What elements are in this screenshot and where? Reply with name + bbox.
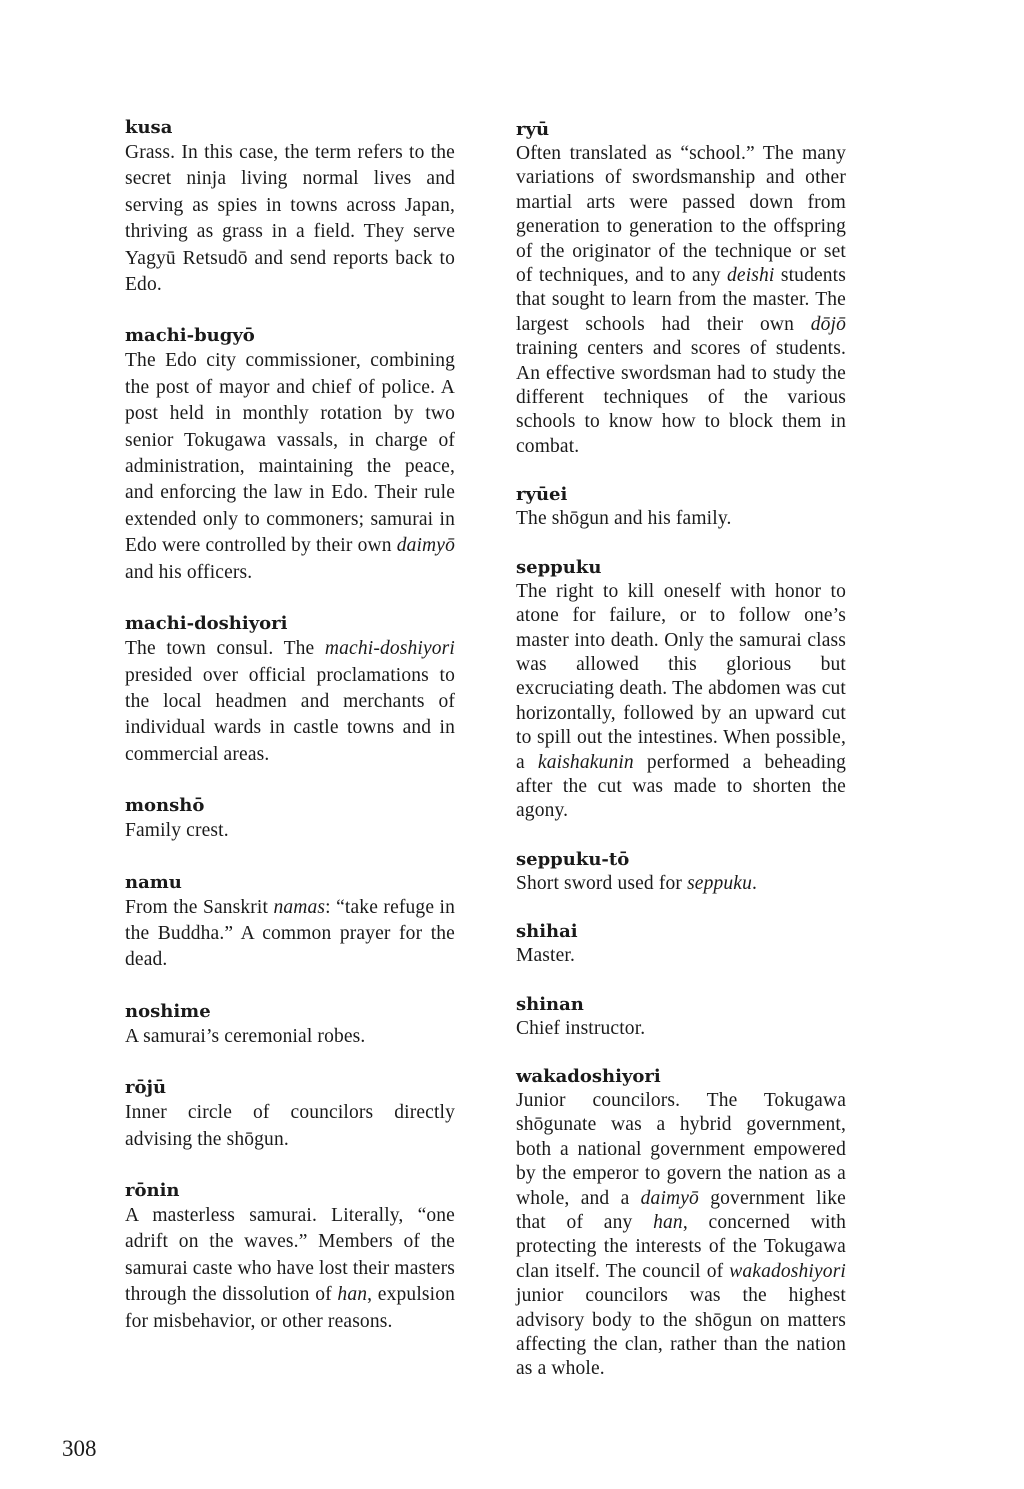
glossary-definition [516, 872, 846, 896]
glossary-column-right [516, 118, 846, 1406]
glossary-term: kusa [125, 117, 173, 138]
definition-text: The town consul. The [125, 638, 325, 660]
glossary-column-left [125, 116, 455, 1361]
italic-term: seppuku [687, 872, 753, 894]
glossary-entry [125, 1000, 455, 1050]
glossary-entry [125, 116, 455, 298]
glossary-definition [125, 1203, 455, 1335]
definition-text: Often translated as “school.” The many variations of swordsmanship and other martial arts were passed down from generation to generation to the offspring of the originator of the technique or set of techniques, and to any [516, 143, 846, 287]
definition-text: The shōgun and his family. [516, 508, 732, 530]
glossary-entry [516, 556, 846, 824]
glossary-term: seppuku-tō [516, 848, 630, 870]
definition-text: From the Sanskrit [125, 896, 274, 918]
glossary-entry [516, 483, 846, 531]
glossary-entry [125, 1076, 455, 1153]
glossary-term: wakadoshiyori [516, 1065, 661, 1087]
definition-text: Grass. In this case, the term refers to the secret ninja living normal lives and serving as spies in towns across Japan, thriving as grass in a field. They serve Yagyū Retsudō and send reports back to Edo. [125, 142, 455, 296]
definition-text: government like that of any [516, 1187, 846, 1233]
italic-term: machi-doshiyori [324, 638, 455, 660]
glossary-definition [516, 1089, 846, 1382]
definition-text: students that sought to learn from the master. The largest schools had their own [516, 265, 846, 335]
glossary-entry [516, 1065, 846, 1382]
definition-text: The Edo city commissioner, combining the post of mayor and chief of police. A post held in monthly rotation by two senior Tokugawa vassals, in charge of administration, maintaining the peace, and enforcing the law in Edo. Their rule extended only to commoners; samurai in Edo were controlled by their own [125, 350, 455, 557]
definition-text: training centers and scores of students. An effective swordsman had to study the different techniques of the various schools to know how to block them in combat. [516, 338, 846, 457]
definition-text: Family crest. [125, 820, 229, 842]
glossary-definition [516, 580, 846, 824]
glossary-entry [516, 993, 846, 1041]
italic-term: daimyō [396, 535, 455, 557]
italic-term: deishi [727, 265, 775, 287]
glossary-definition [125, 636, 455, 768]
glossary-definition [125, 1100, 455, 1153]
italic-term: han [337, 1284, 368, 1306]
glossary-definition [516, 142, 846, 459]
glossary-entry [516, 920, 846, 968]
glossary-definition [125, 140, 455, 298]
glossary-entry [125, 324, 455, 586]
definition-text: junior councilors was the highest advisory body to the shōgun on matters affecting the clan, rather than the nation as a whole. [516, 1285, 846, 1380]
italic-term: wakadoshiyori [729, 1260, 846, 1282]
page-number: 308 [62, 1436, 97, 1461]
definition-text: performed a beheading after the cut was made to shorten the agony. [516, 751, 846, 822]
definition-text: A samurai’s ceremonial robes. [125, 1025, 366, 1047]
glossary-entry [125, 1179, 455, 1335]
glossary-term: rōnin [125, 1179, 180, 1201]
glossary-definition [516, 1017, 846, 1041]
glossary-definition [125, 895, 455, 974]
definition-text: Junior councilors. The Tokugawa shōgunate was a hybrid government, both a national government empowered by the emperor to govern the nation as a whole, and a [516, 1089, 846, 1209]
italic-term: dōjō [810, 313, 846, 335]
definition-text: . [752, 872, 758, 894]
glossary-term: ryūei [516, 484, 568, 506]
glossary-term: machi-bugyō [125, 325, 255, 347]
italic-term: namas [273, 896, 326, 918]
glossary-definition [516, 507, 846, 531]
definition-text: Chief instructor. [516, 1017, 646, 1039]
glossary-term: rōjū [125, 1077, 167, 1099]
glossary-term: seppuku [516, 556, 602, 578]
glossary-term: shinan [516, 993, 584, 1015]
italic-term: han [653, 1212, 683, 1233]
glossary-entry [516, 848, 846, 896]
definition-text: : “take refuge in the Buddha.” A common prayer for the dead. [125, 896, 455, 971]
glossary-definition [125, 818, 455, 844]
definition-text: A masterless samurai. Literally, “one adrift on the waves.” Members of the samurai caste who have lost their masters through the dissolution of [125, 1204, 455, 1306]
glossary-term: ryū [516, 119, 550, 140]
italic-term: kaishakunin [537, 751, 634, 773]
definition-text: The right to kill oneself with honor to atone for failure, or to follow one’s master into death. Only the samurai class was allowed this glorious but excruciating death. The abdomen was cut horizontally, followed by an upward cut to spill out the intestines. When possible, a [516, 580, 846, 773]
definition-text: Short sword used for [516, 872, 688, 894]
glossary-term: monshō [125, 795, 205, 817]
glossary-term: namu [125, 871, 182, 893]
definition-text: Inner circle of councilors directly advising the shōgun. [125, 1102, 455, 1150]
glossary-definition [125, 1024, 455, 1050]
glossary-entry [516, 118, 846, 459]
glossary-entry [125, 794, 455, 844]
definition-text: Master. [516, 945, 575, 967]
definition-text: , expulsion for misbehavior, or other reasons. [125, 1284, 455, 1332]
definition-text: , concerned with protecting the interests of the Tokugawa clan itself. The council of [516, 1212, 846, 1282]
definition-text: and his officers. [125, 561, 253, 583]
glossary-definition [125, 348, 455, 586]
italic-term: daimyō [640, 1187, 699, 1209]
glossary-entry [125, 871, 455, 974]
glossary-term: shihai [516, 921, 578, 943]
glossary-term: noshime [125, 1000, 211, 1022]
glossary-definition [516, 944, 846, 968]
glossary-term: machi-doshiyori [125, 613, 288, 635]
glossary-entry [125, 612, 455, 768]
definition-text: presided over official proclamations to the local headmen and merchants of individual wards in castle towns and in commercial areas. [125, 664, 455, 765]
